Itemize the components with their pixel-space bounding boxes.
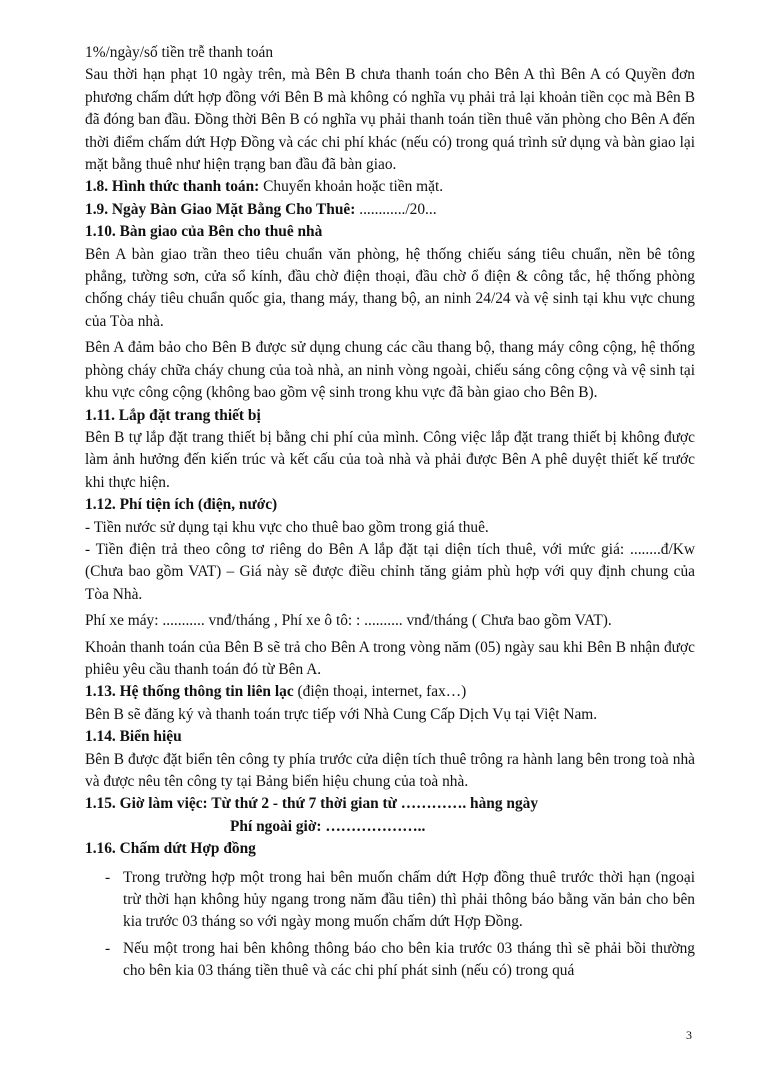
page-content	[85, 42, 695, 987]
section-1-16-heading: 1.16. Chấm dứt Hợp đồng	[85, 840, 256, 858]
section-1-13-heading-tail: (điện thoại, internet, fax…)	[293, 683, 467, 701]
section-1-10-heading: 1.10. Bàn giao của Bên cho thuê nhà	[85, 223, 323, 241]
section-1-11-heading: 1.11. Lắp đặt trang thiết bị	[85, 406, 261, 424]
section-1-10-paragraph-1: Bên A bàn giao trần theo tiêu chuẩn văn phòng, hệ thống chiếu sáng tiêu chuẩn, nền bê tông phẳng, tường sơn, cửa sổ kính, đầu chờ điện thoại, đầu chờ ổ điện & công tắc, hệ thống phòng chống cháy tiêu chuẩn quốc gia, thang máy, thang bộ, an ninh 24/24 và vệ sinh tại khu vực chung của Tòa nhà.	[85, 245, 695, 330]
list-item	[85, 867, 695, 934]
dash-marker: -	[105, 939, 111, 957]
termination-item-1: Trong trường hợp một trong hai bên muốn chấm dứt Hợp đồng thuê trước thời hạn (ngoại trừ thời hạn không hủy ngang trong năm đầu tiên) thì phải thông báo bằng văn bản cho bên kia trước 03 tháng so với ngày mong muốn chấm dứt Hợp Đồng.	[123, 868, 695, 931]
late-fee-line: 1%/ngày/số tiền trễ thanh toán	[85, 44, 274, 61]
section-1-8-text: Chuyển khoản hoặc tiền mặt.	[259, 178, 444, 196]
section-1-9	[85, 199, 695, 221]
penalty-paragraph: Sau thời hạn phạt 10 ngày trên, mà Bên B chưa thanh toán cho Bên A thì Bên A có Quyền đơn phương chấm dứt hợp đồng với Bên B mà không có nghĩa vụ phải trả lại khoản tiền cọc mà Bên B đã đóng ban đầu. Đồng thời Bên B có nghĩa vụ phải thanh toán tiền thuê văn phòng cho Bên A đến thời điểm chấm dứt Hợp Đồng và các chi phí khác (nếu có) trong quá trình sử dụng và bàn giao lại mặt bằng thuê như hiện trạng ban đầu đã bàn giao.	[85, 66, 695, 174]
section-1-13-heading: 1.13. Hệ thống thông tin liên lạc	[85, 683, 294, 701]
section-1-15-overtime: Phí ngoài giờ: ………………..	[230, 817, 426, 835]
section-1-12-parking: Phí xe máy: ........... vnđ/tháng , Phí xe ô tô: : .......... vnđ/tháng ( Chưa bao gồm VAT).	[85, 612, 612, 630]
section-1-13	[85, 681, 695, 703]
section-1-8	[85, 176, 695, 198]
section-1-12-electricity: - Tiền điện trả theo công tơ riêng do Bên A lắp đặt tại diện tích thuê, với mức giá: ........đ/Kw (Chưa bao gồm VAT) – Giá này sẽ được điều chỉnh tăng giảm phù hợp với quy định chung của Tòa Nhà.	[85, 540, 695, 603]
section-1-9-heading: 1.9. Ngày Bàn Giao Mặt Bằng Cho Thuê:	[85, 200, 356, 218]
section-1-14-paragraph: Bên B được đặt biển tên công ty phía trước cửa diện tích thuê trông ra hành lang bên trong toà nhà và được nêu tên công ty tại Bảng biển hiệu chung của toà nhà.	[85, 750, 695, 790]
section-1-12-heading: 1.12. Phí tiện ích (điện, nước)	[85, 496, 278, 514]
section-1-14-heading: 1.14. Biển hiệu	[85, 728, 182, 746]
section-1-10-paragraph-2: Bên A đảm bảo cho Bên B được sử dụng chung các cầu thang bộ, thang máy công cộng, hệ thống phòng cháy chữa cháy chung của toà nhà, an ninh vòng ngoài, chiếu sáng công cộng và vệ sinh tại khu vực công cộng (không bao gồm vệ sinh trong khu vực đã bàn giao cho Bên B).	[85, 339, 695, 402]
section-1-9-text: ............/20...	[355, 200, 437, 218]
dash-marker: -	[105, 868, 111, 886]
termination-item-2: Nếu một trong hai bên không thông báo cho bên kia trước 03 tháng thì sẽ phải bồi thường cho bên kia 03 tháng tiền thuê và các chi phí phát sinh (nếu có) trong quá	[123, 939, 695, 980]
list-item	[85, 938, 695, 983]
page-number: 3	[686, 1028, 692, 1042]
termination-list	[85, 867, 695, 983]
section-1-12-water: - Tiền nước sử dụng tại khu vực cho thuê bao gồm trong giá thuê.	[85, 518, 489, 536]
section-1-12-payment: Khoản thanh toán của Bên B sẽ trả cho Bên A trong vòng năm (05) ngày sau khi Bên B nhận được phiêu yêu cầu thanh toán đó từ Bên A.	[85, 638, 695, 678]
section-1-13-paragraph: Bên B sẽ đăng ký và thanh toán trực tiếp với Nhà Cung Cấp Dịch Vụ tại Việt Nam.	[85, 705, 598, 723]
section-1-8-heading: 1.8. Hình thức thanh toán:	[85, 178, 260, 196]
section-1-15-heading: 1.15. Giờ làm việc: Từ thứ 2 - thứ 7 thời gian từ …………. hàng ngày	[85, 795, 539, 813]
section-1-11-paragraph: Bên B tự lắp đặt trang thiết bị bằng chi phí của mình. Công việc lắp đặt trang thiết bị không được làm ảnh hưởng đến kiến trúc và kết cấu của toà nhà và phải được Bên A phê duyệt thiết kế trước khi thực hiện.	[85, 428, 695, 491]
